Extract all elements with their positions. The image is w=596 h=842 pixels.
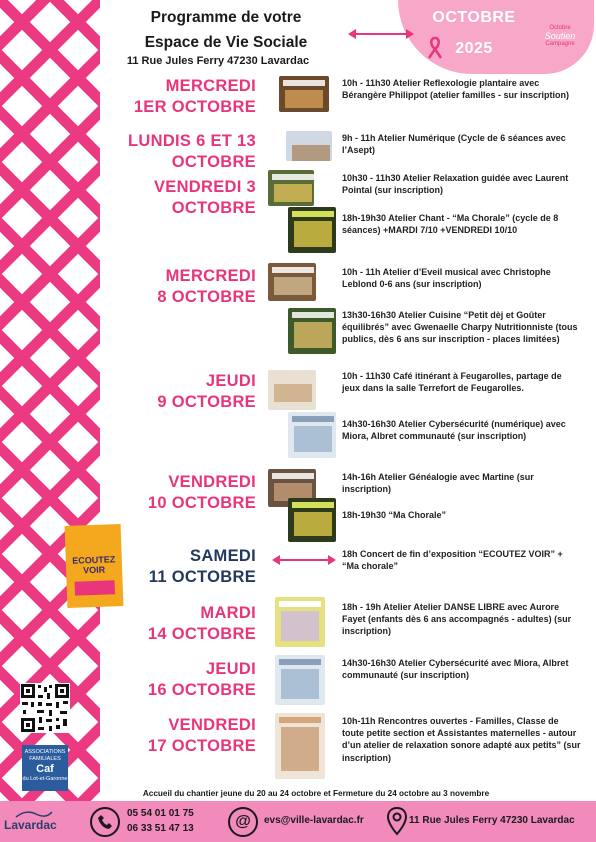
pink-ribbon-icon (426, 36, 444, 60)
qr-code[interactable] (20, 683, 70, 733)
event-thumbnail (268, 370, 316, 410)
event-thumbnail (268, 170, 314, 206)
phone-icon (90, 807, 120, 837)
day-heading: MARDI 14 OCTOBRE (147, 604, 256, 643)
header-address: 11 Rue Jules Ferry 47230 Lavardac (126, 55, 310, 67)
campaign-badge: Octobre Soutien Campagne (544, 25, 576, 47)
event-thumbnail (288, 498, 336, 542)
event-thumbnail (275, 713, 325, 779)
email-icon: @ (228, 807, 258, 837)
event-description: 18h-19h30 “Ma Chorale” (342, 510, 447, 520)
phone-number-2[interactable]: 06 33 51 47 13 (127, 823, 194, 834)
event-description: 14h30-16h30 Atelier Cybersécurité avec Miora, Albret communauté (sur inscription) (342, 658, 569, 681)
event-description: 10h-11h Rencontres ouvertes - Familles, Classe de toute petite section et Assistantes maternelles - autour d’un atelier de relaxation sonore adapté aux petits” (sur inscription) (342, 716, 581, 763)
event-thumbnail (288, 207, 336, 253)
day-heading: JEUDI 9 OCTOBRE (157, 372, 256, 411)
double-arrow-icon (346, 26, 416, 42)
event-description: 10h - 11h Atelier d’Eveil musical avec Christophe Leblond 0-6 ans (sur inscription) (342, 267, 551, 290)
closure-notice: Accueil du chantier jeune du 20 au 24 octobre et Fermeture du 24 octobre au 3 novembre (142, 789, 490, 798)
event-thumbnail (288, 308, 336, 354)
year-label: 2025 (455, 40, 493, 57)
header-title-line1: Programme de votre (150, 9, 302, 26)
lavardac-logo: Lavardac (4, 818, 57, 832)
event-description: 10h30 - 11h30 Atelier Relaxation guidée avec Laurent Pointal (sur inscription) (342, 173, 569, 196)
day-heading: VENDREDI 3 OCTOBRE (153, 178, 256, 217)
event-thumbnail (279, 76, 329, 112)
footer-address: 11 Rue Jules Ferry 47230 Lavardac (409, 815, 575, 826)
event-thumbnail (288, 412, 336, 458)
day-heading: MERCREDI 8 OCTOBRE (157, 267, 256, 306)
event-thumbnail (286, 131, 332, 161)
event-thumbnail (275, 655, 325, 705)
day-heading: SAMEDI 11 OCTOBRE (148, 547, 256, 586)
double-arrow-icon (270, 552, 338, 568)
day-heading: JEUDI 16 OCTOBRE (147, 660, 256, 699)
caf-logo: ASSOCIATIONS FAMILIALES Caf du Lot-et-Garonne (22, 745, 68, 791)
exhibition-poster: ECOUTEZ VOIR (65, 524, 124, 608)
event-thumbnail (268, 263, 316, 301)
lavardac-logo-wave-icon (14, 808, 54, 820)
event-description: 14h30-16h30 Atelier Cybersécurité (numérique) avec Miora, Albret communauté (sur inscription) (342, 419, 566, 442)
event-description: 18h Concert de fin d’exposition “ECOUTEZ VOIR” + “Ma chorale” (342, 549, 563, 572)
email-address[interactable]: evs@ville-lavardac.fr (264, 815, 364, 826)
event-description: 18h - 19h Atelier Atelier DANSE LIBRE avec Aurore Fayet (enfants dès 6 ans accompagnés - adultes) (sur inscription) (342, 602, 572, 637)
location-pin-icon (386, 806, 408, 836)
event-description: 14h-16h Atelier Généalogie avec Martine (sur inscription) (342, 472, 534, 495)
day-heading: VENDREDI 17 OCTOBRE (147, 716, 256, 755)
phone-number-1[interactable]: 05 54 01 01 75 (127, 808, 194, 819)
event-thumbnail (275, 597, 325, 647)
month-label: OCTOBRE (432, 9, 516, 26)
event-description: 13h30-16h30 Atelier Cuisine “Petit dèj et Goûter équilibrés” avec Gwenaelle Charpy Nutritionniste (tous publics, dès 6 ans sur inscription - places limitées) (342, 310, 578, 345)
event-description: 18h-19h30 Atelier Chant - “Ma Chorale” (cycle de 8 séances) +MARDI 7/10 +VENDREDI 10/10 (342, 213, 559, 236)
event-description: 10h - 11h30 Café itinérant à Feugarolles, partage de jeux dans la salle Terrefort de Feugarolles. (342, 371, 562, 394)
day-heading: VENDREDI 10 OCTOBRE (147, 473, 256, 512)
day-heading: LUNDIS 6 ET 13 OCTOBRE (128, 132, 256, 171)
event-description: 9h - 11h Atelier Numérique (Cycle de 6 séances avec l’Asept) (342, 133, 566, 156)
day-heading: MERCREDI 1ER OCTOBRE (133, 77, 256, 116)
event-description: 10h - 11h30 Atelier Reflexologie plantaire avec Bérangère Philippot (atelier familles - sur inscription) (342, 78, 570, 101)
header-title-line2: Espace de Vie Sociale (144, 34, 308, 51)
